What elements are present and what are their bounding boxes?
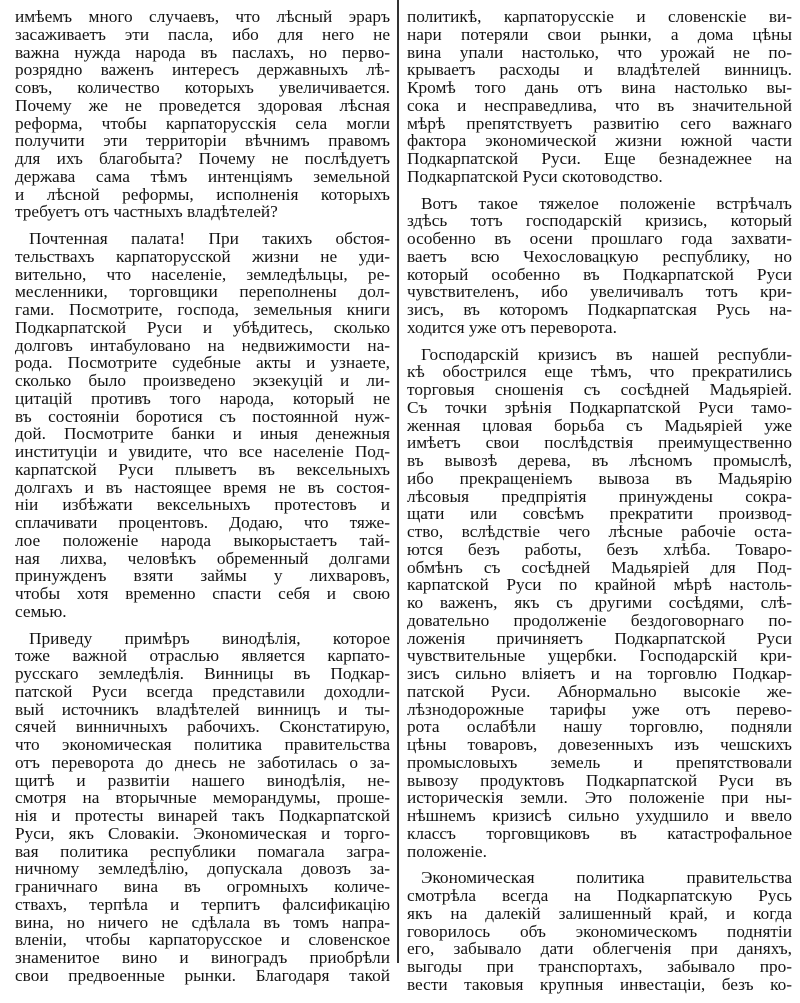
- text-line: долговъ интабуловано на недвижимости на-: [15, 335, 390, 355]
- paragraph: [407, 195, 792, 337]
- text-line: розрядно важенъ интересъ державныхъ лѣ-: [15, 60, 390, 80]
- text-line: въ состояніи боротися съ постоянной нуж-: [15, 406, 390, 426]
- text-line: крываетъ расходы и владѣтелей винницъ.: [407, 60, 792, 80]
- text-line: знаменитое вино и виноградъ приобрѣли: [15, 948, 390, 967]
- text-line: получити эти территоріи вѣчнимъ правомъ: [15, 131, 390, 151]
- text-line: вленіи, чтобы карпаторусское и словенское: [15, 930, 390, 950]
- text-line: ная лихва, человѣкъ обременный долгами: [15, 548, 390, 568]
- text-line: вывозу продуктовъ Подкарпатской Руси въ: [407, 770, 792, 790]
- text-line: его, забывало дати облегченія при даняхъ,: [407, 939, 792, 959]
- text-line: для ихъ благобыта? Почему не послѣдуетъ: [15, 149, 390, 168]
- text-line: здѣсь тотъ господарскій кризись, который: [407, 211, 792, 231]
- text-line: ствахъ, терпѣла и терпитъ фалсификацію: [15, 894, 390, 914]
- text-line: вина упали настолько, что урожай не по-: [407, 42, 792, 62]
- text-line: Подкарпатской Руси и убѣдитесь, сколько: [15, 317, 390, 337]
- text-line: ходится уже отъ переворота.: [407, 317, 617, 337]
- text-line: рота ослабѣли нашу торговлю, подняли: [407, 717, 792, 737]
- text-line: важна нужда народа въ паслахъ, но перво-: [15, 42, 390, 62]
- paragraph: [407, 8, 792, 186]
- text-line: месленники, торговщики переполнены дол-: [15, 282, 390, 302]
- text-line: особенно въ осени прошлаго года захвати-: [407, 229, 792, 248]
- text-line: вая политика республики помагала загра-: [15, 841, 390, 861]
- text-line: вести таковыя крупныя инвестаціи, безъ ко-: [407, 974, 792, 994]
- text-line: чувствителенъ, ибо увеличивалъ тотъ кри-: [407, 282, 792, 302]
- text-line: совъ, количество которыхъ увеличивается.: [15, 78, 390, 97]
- text-line: патской Руси. Абнормально высокіе же-: [407, 681, 792, 701]
- text-line: имѣемъ много случаевъ, что лѣсный эраръ: [15, 7, 390, 26]
- text-line: вина, но ничего не сдѣлала въ томъ напра-: [15, 912, 390, 932]
- text-line: мѣрѣ препятствуетъ развитію сего важнаго: [407, 113, 792, 133]
- text-line: вительно, что населеніе, земледѣльцы, ре-: [15, 264, 390, 284]
- text-line: положеніе.: [407, 841, 487, 861]
- text-line: нія и протесты винарей такъ Подкарпатской: [15, 806, 390, 825]
- text-line: зисъ, въ которомъ Подкарпатская Русь на-: [407, 300, 792, 319]
- text-line: принужденъ взяти займы у лихваровъ,: [15, 566, 390, 586]
- text-line: русскаго земледѣлія. Винницы въ Подкар-: [15, 664, 390, 683]
- text-line: Подкарпатской Руси. Еще безнадежнее на: [407, 149, 792, 168]
- text-line: рода. Посмотрите судебные акты и узнаете,: [15, 353, 390, 373]
- text-line: ничному земледѣлію, допускала довозъ за-: [15, 859, 390, 879]
- text-line: вый источникъ владѣтелей винницъ и ты-: [15, 699, 390, 719]
- text-line: нари потеряли свои рынки, а дома цѣны: [407, 24, 792, 44]
- text-column-left: [15, 8, 390, 994]
- text-line: имѣетъ свои послѣдствія преимущественно: [407, 433, 792, 453]
- paragraph: [15, 230, 390, 621]
- text-line: промысловыхъ земель и препятствовали: [407, 752, 792, 772]
- text-line: лѣзнодорожные тарифы уже отъ перево-: [407, 699, 792, 719]
- text-line: кѣ обострился еще тѣмъ, что прекратились: [407, 362, 792, 382]
- text-line: Руси, якъ Словакіи. Экономическая и торго-: [15, 823, 390, 843]
- text-line: долгахъ и въ настоящее время не въ состоя-: [15, 477, 390, 497]
- text-line: Кромѣ того дань отъ вина настолько вы-: [407, 78, 792, 97]
- text-line: Почтенная палата! При такихъ обстоя-: [29, 229, 390, 248]
- text-line: что экономическая политика правительства: [15, 735, 390, 754]
- text-line: отъ переворота до днесь не заботилась о за-: [15, 752, 390, 772]
- text-line: тельствахъ карпаторусской жизни не уди-: [15, 246, 390, 266]
- text-line: семью.: [15, 601, 67, 621]
- text-line: ибо прекращеніемъ вывоза въ Мадьярію: [407, 468, 792, 488]
- text-line: засаживаетъ эти пасла, ибо для него не: [15, 24, 390, 44]
- text-line: Приведу примѣръ винодѣлія, которое: [29, 628, 390, 648]
- text-line: фактора экономической жизни южной части: [407, 131, 792, 151]
- text-line: граничнаго вина въ огромныхъ количе-: [15, 877, 390, 896]
- text-line: щитѣ и развитіи нашего винодѣлія, не-: [15, 770, 390, 790]
- text-line: Съ точки зрѣнія Подкарпатской Руси тамо-: [407, 397, 792, 417]
- text-line: сколько было произведено экзекуцій и ли-: [15, 371, 390, 390]
- text-line: выгоды при транспортахъ, забывало про-: [407, 957, 792, 976]
- text-line: говорилось объ экономическомъ поднятіи: [407, 921, 792, 941]
- paragraph: [407, 346, 792, 861]
- text-line: карпатской Руси по крайной мѣрѣ настоль-: [407, 575, 792, 595]
- paragraph: [407, 869, 792, 993]
- text-line: ніи избѣжати вексельныхъ протестовъ и: [15, 495, 390, 515]
- text-line: смотря на вторычные меморандумы, проше-: [15, 788, 390, 808]
- text-line: карпатской Руси плыветъ въ вексельныхъ: [15, 459, 390, 479]
- text-line: дой. Посмотрите банки и иныя денежныя: [15, 424, 390, 444]
- text-line: женная цловая борьба съ Мадьяріей уже: [407, 415, 792, 435]
- text-line: обмѣнъ съ сосѣдней Мадьяріей для Под-: [407, 557, 792, 577]
- text-line: институціи и увидите, что все населеніе Под-: [15, 442, 390, 461]
- text-line: и лѣсной реформы, исполненія которыхъ: [15, 184, 390, 204]
- text-line: классъ торговщиковъ въ катастрофальное: [407, 823, 792, 843]
- text-line: ются безъ работы, безъ хлѣба. Товаро-: [407, 539, 792, 559]
- paragraph: [15, 8, 390, 221]
- text-line: гами. Посмотрите, господа, земельныя книги: [15, 300, 390, 319]
- text-line: Господарскій кризисъ въ нашей республи-: [421, 344, 792, 364]
- text-line: Экономическая политика правительства: [421, 868, 792, 888]
- text-line: сплачивати процентовъ. Додаю, что тяже-: [15, 513, 390, 532]
- text-line: историческія земли. Это положеніе при ны-: [407, 788, 792, 808]
- text-line: цѣны товаровъ, довезенныхъ изъ чешскихъ: [407, 735, 792, 754]
- text-line: требуетъ отъ частныхъ владѣтелей?: [15, 202, 278, 222]
- text-line: зисъ сильно вліяетъ и на торговлю Подкар-: [407, 664, 792, 683]
- text-line: ство, вслѣдствіе чего лѣсные рабочіе оста-: [407, 522, 792, 541]
- text-line: чувствительные ущербки. Господарскій кри-: [407, 646, 792, 666]
- text-line: торговыя сношенія съ сосѣдней Мадьяріей.: [407, 380, 792, 399]
- text-line: Вотъ такое тяжелое положеніе встрѣчалъ: [421, 193, 792, 213]
- text-line: лѣсовыя предпріятія принуждены сокра-: [407, 486, 792, 506]
- text-line: якъ на далекій залишенный край, и когда: [407, 903, 792, 923]
- text-column-right: [407, 8, 792, 1003]
- text-line: нѣшнемъ кризисѣ сильно ухудшило и ввело: [407, 806, 792, 825]
- text-line: политикѣ, карпаторусскіе и словенскіе ви-: [407, 7, 792, 26]
- column-divider: [397, 0, 399, 963]
- text-line: смотрѣла всегда на Подкарпатскую Русь: [407, 886, 792, 905]
- text-line: ваетъ всю Чехословацкую республику, но: [407, 246, 792, 266]
- text-line: который особенно въ Подкарпатской Руси: [407, 264, 792, 284]
- text-line: реформа, чтобы карпаторусскія села могли: [15, 113, 390, 133]
- text-line: Подкарпатской Руси скотоводство.: [407, 166, 663, 186]
- text-line: лое положеніе народа выкорыстаетъ тай-: [15, 530, 390, 550]
- text-line: сока и несправедлива, что въ значительной: [407, 95, 792, 115]
- text-line: чтобы хотя временно спасти себя и свою: [15, 584, 390, 603]
- text-line: тоже важной отраслью является карпато-: [15, 646, 390, 666]
- text-line: щати или совсѣмъ прекратити производ-: [407, 504, 792, 524]
- text-line: сячей винничныхъ рабочихъ. Сконстатирую,: [15, 717, 390, 737]
- text-line: держава сама тѣмъ интенціямъ земельной: [15, 166, 390, 186]
- text-line: Почему же не проведется здоровая лѣсная: [15, 95, 390, 115]
- text-line: довательно продолженіе бездоговорнаго по-: [407, 610, 792, 630]
- text-line: патской Руси всегда представили доходли-: [15, 681, 390, 701]
- text-line: ко важенъ, якъ съ другими сосѣдями, слѣ-: [407, 593, 792, 612]
- text-line: ложенія причиняетъ Подкарпатской Руси: [407, 628, 792, 648]
- text-line: въ вывозѣ дерева, въ лѣсномъ промыслѣ,: [407, 451, 792, 470]
- text-line: свои предвоенные рынки. Благодаря такой: [15, 965, 390, 985]
- paragraph: [15, 630, 390, 985]
- text-line: цитацій противъ того народа, который не: [15, 388, 390, 408]
